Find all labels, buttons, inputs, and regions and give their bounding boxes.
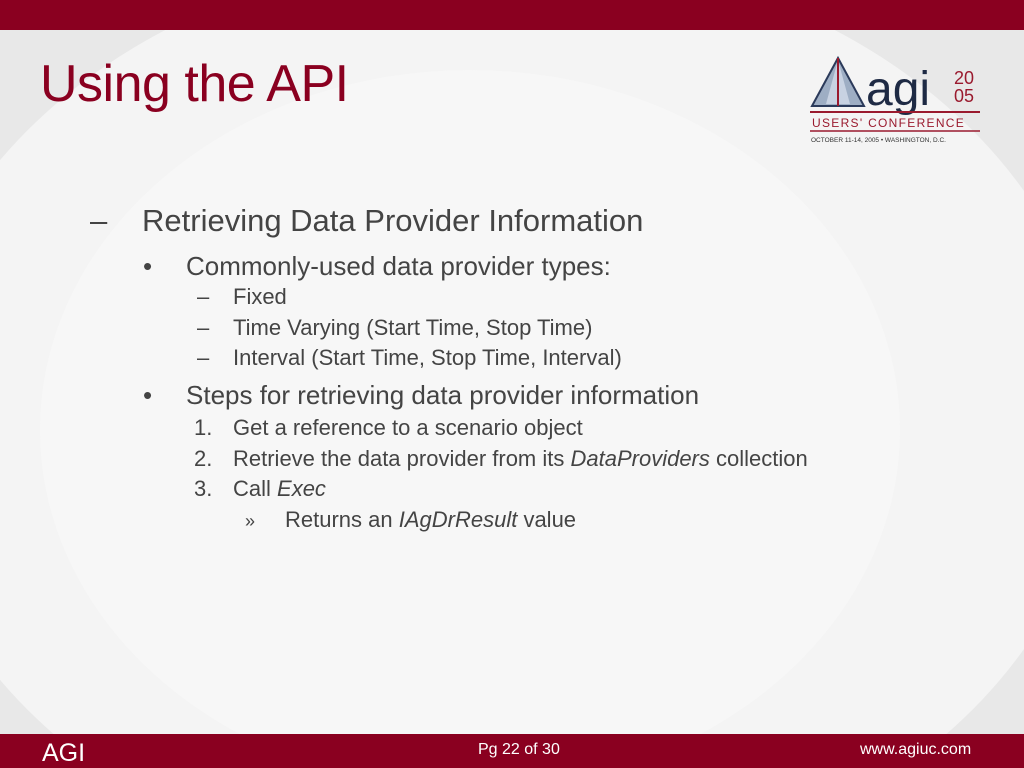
step-number: 1. [194,415,213,440]
footer-url: www.agiuc.com [860,741,972,758]
logo-year-top: 20 [954,68,975,88]
footer-company: AGI [42,739,86,767]
top-bar [0,0,1024,30]
sub-item [285,507,576,533]
step-item [233,476,326,502]
sub-marker: » [245,511,256,531]
exec-term: Exec [277,476,326,501]
step-item [233,446,808,472]
logo-conference: USERS' CONFERENCE [812,116,966,130]
bullet-marker: • [143,251,153,281]
logo-year-bottom: 05 [954,86,975,106]
section-heading: Retrieving Data Provider Information [142,203,644,238]
dash-marker: – [197,315,210,340]
sub-text: Returns an [285,507,399,532]
type-item: Fixed [233,284,287,309]
step-text: Call [233,476,278,501]
heading-marker: – [90,203,108,238]
step-item: Get a reference to a scenario object [233,415,583,440]
iagdrresult-term: IAgDrResult [398,507,518,532]
step-number: 3. [194,476,213,501]
step-text: Retrieve the data provider from its [233,446,571,471]
logo-wordmark: agi [866,63,931,116]
bullet-retrieval-steps: Steps for retrieving data provider information [186,380,700,410]
dataproviders-term: DataProviders [570,446,710,471]
type-item: Time Varying (Start Time, Stop Time) [233,315,593,340]
dash-marker: – [197,284,210,309]
page-number: Pg 22 of 30 [478,741,560,758]
slide-title: Using the API [40,55,349,113]
logo-dates: OCTOBER 11-14, 2005 • WASHINGTON, D.C. [811,137,946,144]
bullet-marker: • [143,380,153,410]
dash-marker: – [197,345,210,370]
type-item: Interval (Start Time, Stop Time, Interval) [233,345,622,370]
bullet-data-provider-types: Commonly-used data provider types: [186,251,611,281]
step-text: collection [709,446,808,471]
step-number: 2. [194,446,213,471]
agi-conference-logo [806,50,984,146]
sub-text: value [517,507,577,532]
